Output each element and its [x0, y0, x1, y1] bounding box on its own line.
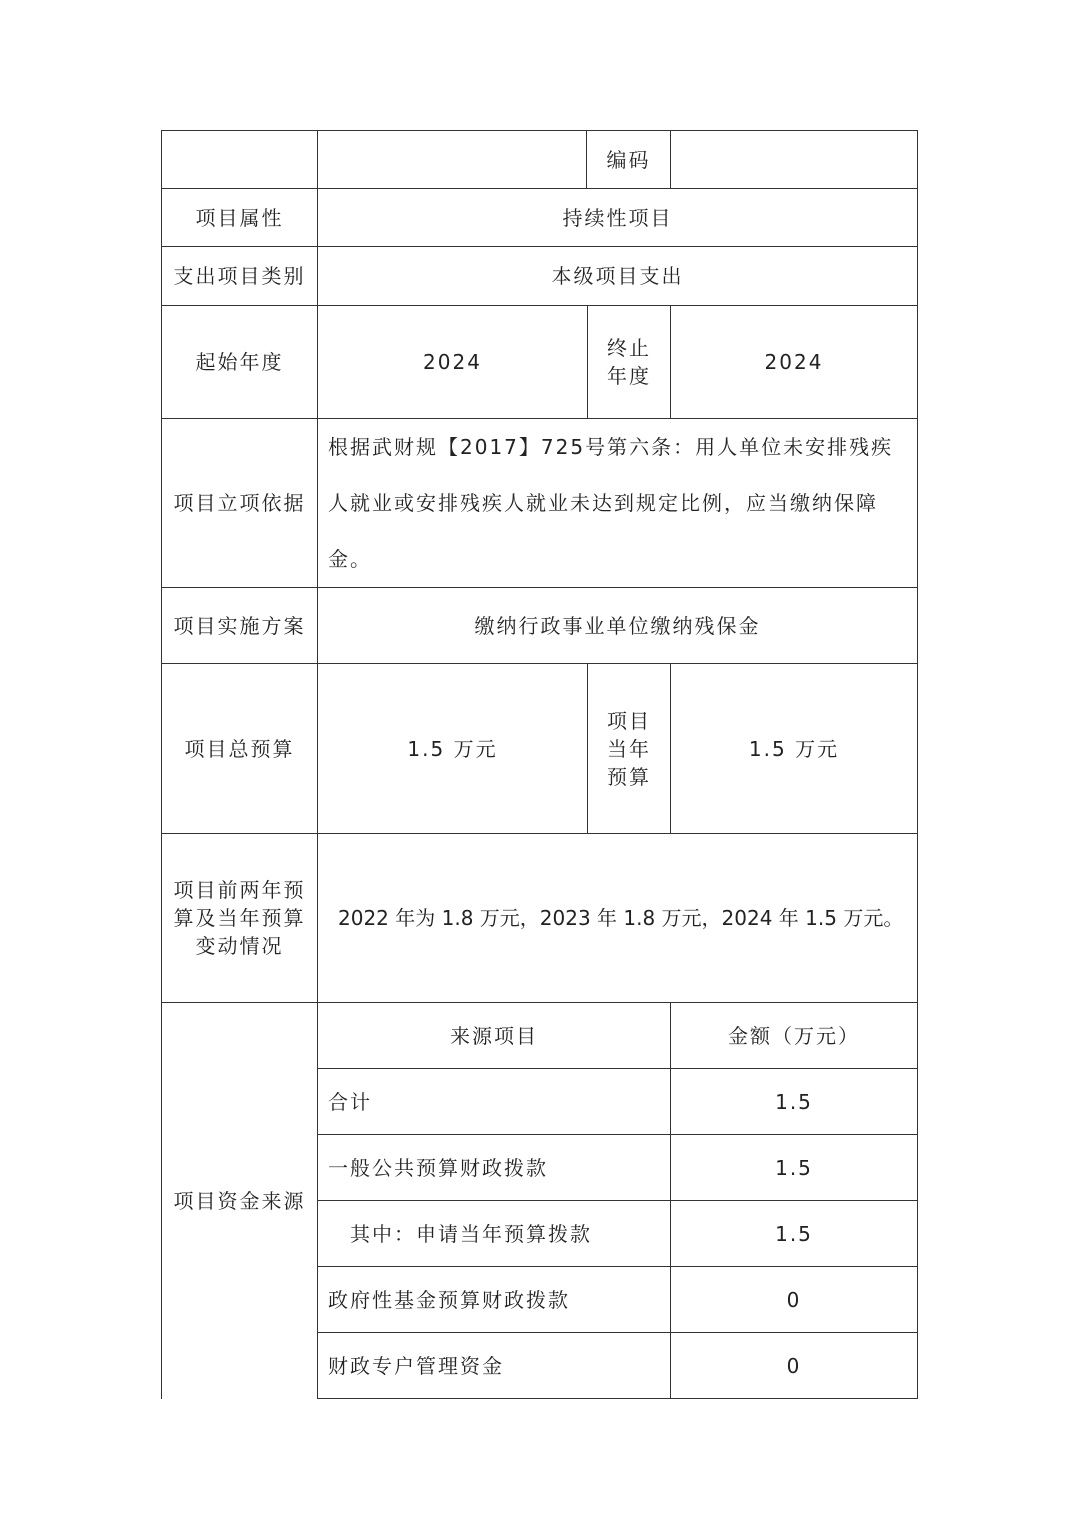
- current-budget-label-line3: 预算: [607, 764, 651, 789]
- change-label: [162, 834, 318, 1003]
- code-label-cell: [586, 131, 670, 188]
- attribute-value: 持续性项目: [318, 189, 918, 247]
- table-row: [162, 419, 918, 588]
- funding-source: 一般公共预算财政拨款: [318, 1135, 671, 1201]
- attribute-label: 项目属性: [162, 189, 318, 247]
- end-year-value: 2024: [671, 306, 918, 419]
- table-row: [162, 306, 918, 419]
- funding-amount: 0: [671, 1333, 918, 1399]
- change-label-line3: 变动情况: [195, 934, 284, 958]
- table-row: [162, 664, 918, 834]
- current-budget-label: [588, 664, 671, 834]
- category-label: 支出项目类别: [162, 247, 318, 306]
- funding-source: 合计: [318, 1069, 671, 1135]
- funding-header-source: 来源项目: [318, 1003, 671, 1069]
- funding-amount: 1.5: [671, 1135, 918, 1201]
- end-year-label: [588, 306, 671, 419]
- funding-amount: 1.5: [671, 1201, 918, 1267]
- code-label: 编码: [606, 147, 651, 172]
- basis-label: 项目立项依据: [162, 419, 318, 588]
- plan-value: 缴纳行政事业单位缴纳残保金: [318, 588, 918, 664]
- funding-amount: 1.5: [671, 1069, 918, 1135]
- basis-value: 根据武财规【2017】725号第六条：用人单位未安排残疾人就业或安排残疾人就业未达到规定比例，应当缴纳保障金。: [318, 419, 918, 588]
- table-row: [162, 834, 918, 1003]
- funding-source: 政府性基金预算财政拨款: [318, 1267, 671, 1333]
- change-value: 2022 年为 1.8 万元，2023 年 1.8 万元，2024 年 1.5 万元。: [318, 834, 918, 1003]
- project-budget-table: [161, 130, 918, 1399]
- table-row: [162, 131, 918, 189]
- total-budget-label: 项目总预算: [162, 664, 318, 834]
- table-row: [162, 247, 918, 306]
- change-label-line1: 项目前两年预: [173, 878, 306, 902]
- start-year-label: 起始年度: [162, 306, 318, 419]
- current-budget-label-line2: 当年: [607, 736, 651, 761]
- table-row: [162, 588, 918, 664]
- funding-source: 其中：申请当年预算拨款: [318, 1201, 671, 1267]
- plan-label: 项目实施方案: [162, 588, 318, 664]
- funding-header-amount: 金额（万元）: [671, 1003, 918, 1069]
- table-row: [162, 189, 918, 247]
- funding-amount: 0: [671, 1267, 918, 1333]
- funding-source: 财政专户管理资金: [318, 1333, 671, 1399]
- current-budget-label-line1: 项目: [607, 708, 651, 733]
- end-year-label-line2: 年度: [607, 364, 651, 388]
- table-row: [162, 1003, 918, 1069]
- row1-value-cell: [318, 131, 671, 189]
- start-year-value: 2024: [318, 306, 588, 419]
- end-year-label-line1: 终止: [607, 336, 651, 360]
- change-label-line2: 算及当年预算: [173, 906, 306, 930]
- category-value: 本级项目支出: [318, 247, 918, 306]
- row1-label-cell: [162, 131, 318, 189]
- total-budget-value: 1.5 万元: [318, 664, 588, 834]
- code-value-cell: [671, 131, 918, 189]
- funding-label: 项目资金来源: [162, 1003, 318, 1399]
- current-budget-value: 1.5 万元: [671, 664, 918, 834]
